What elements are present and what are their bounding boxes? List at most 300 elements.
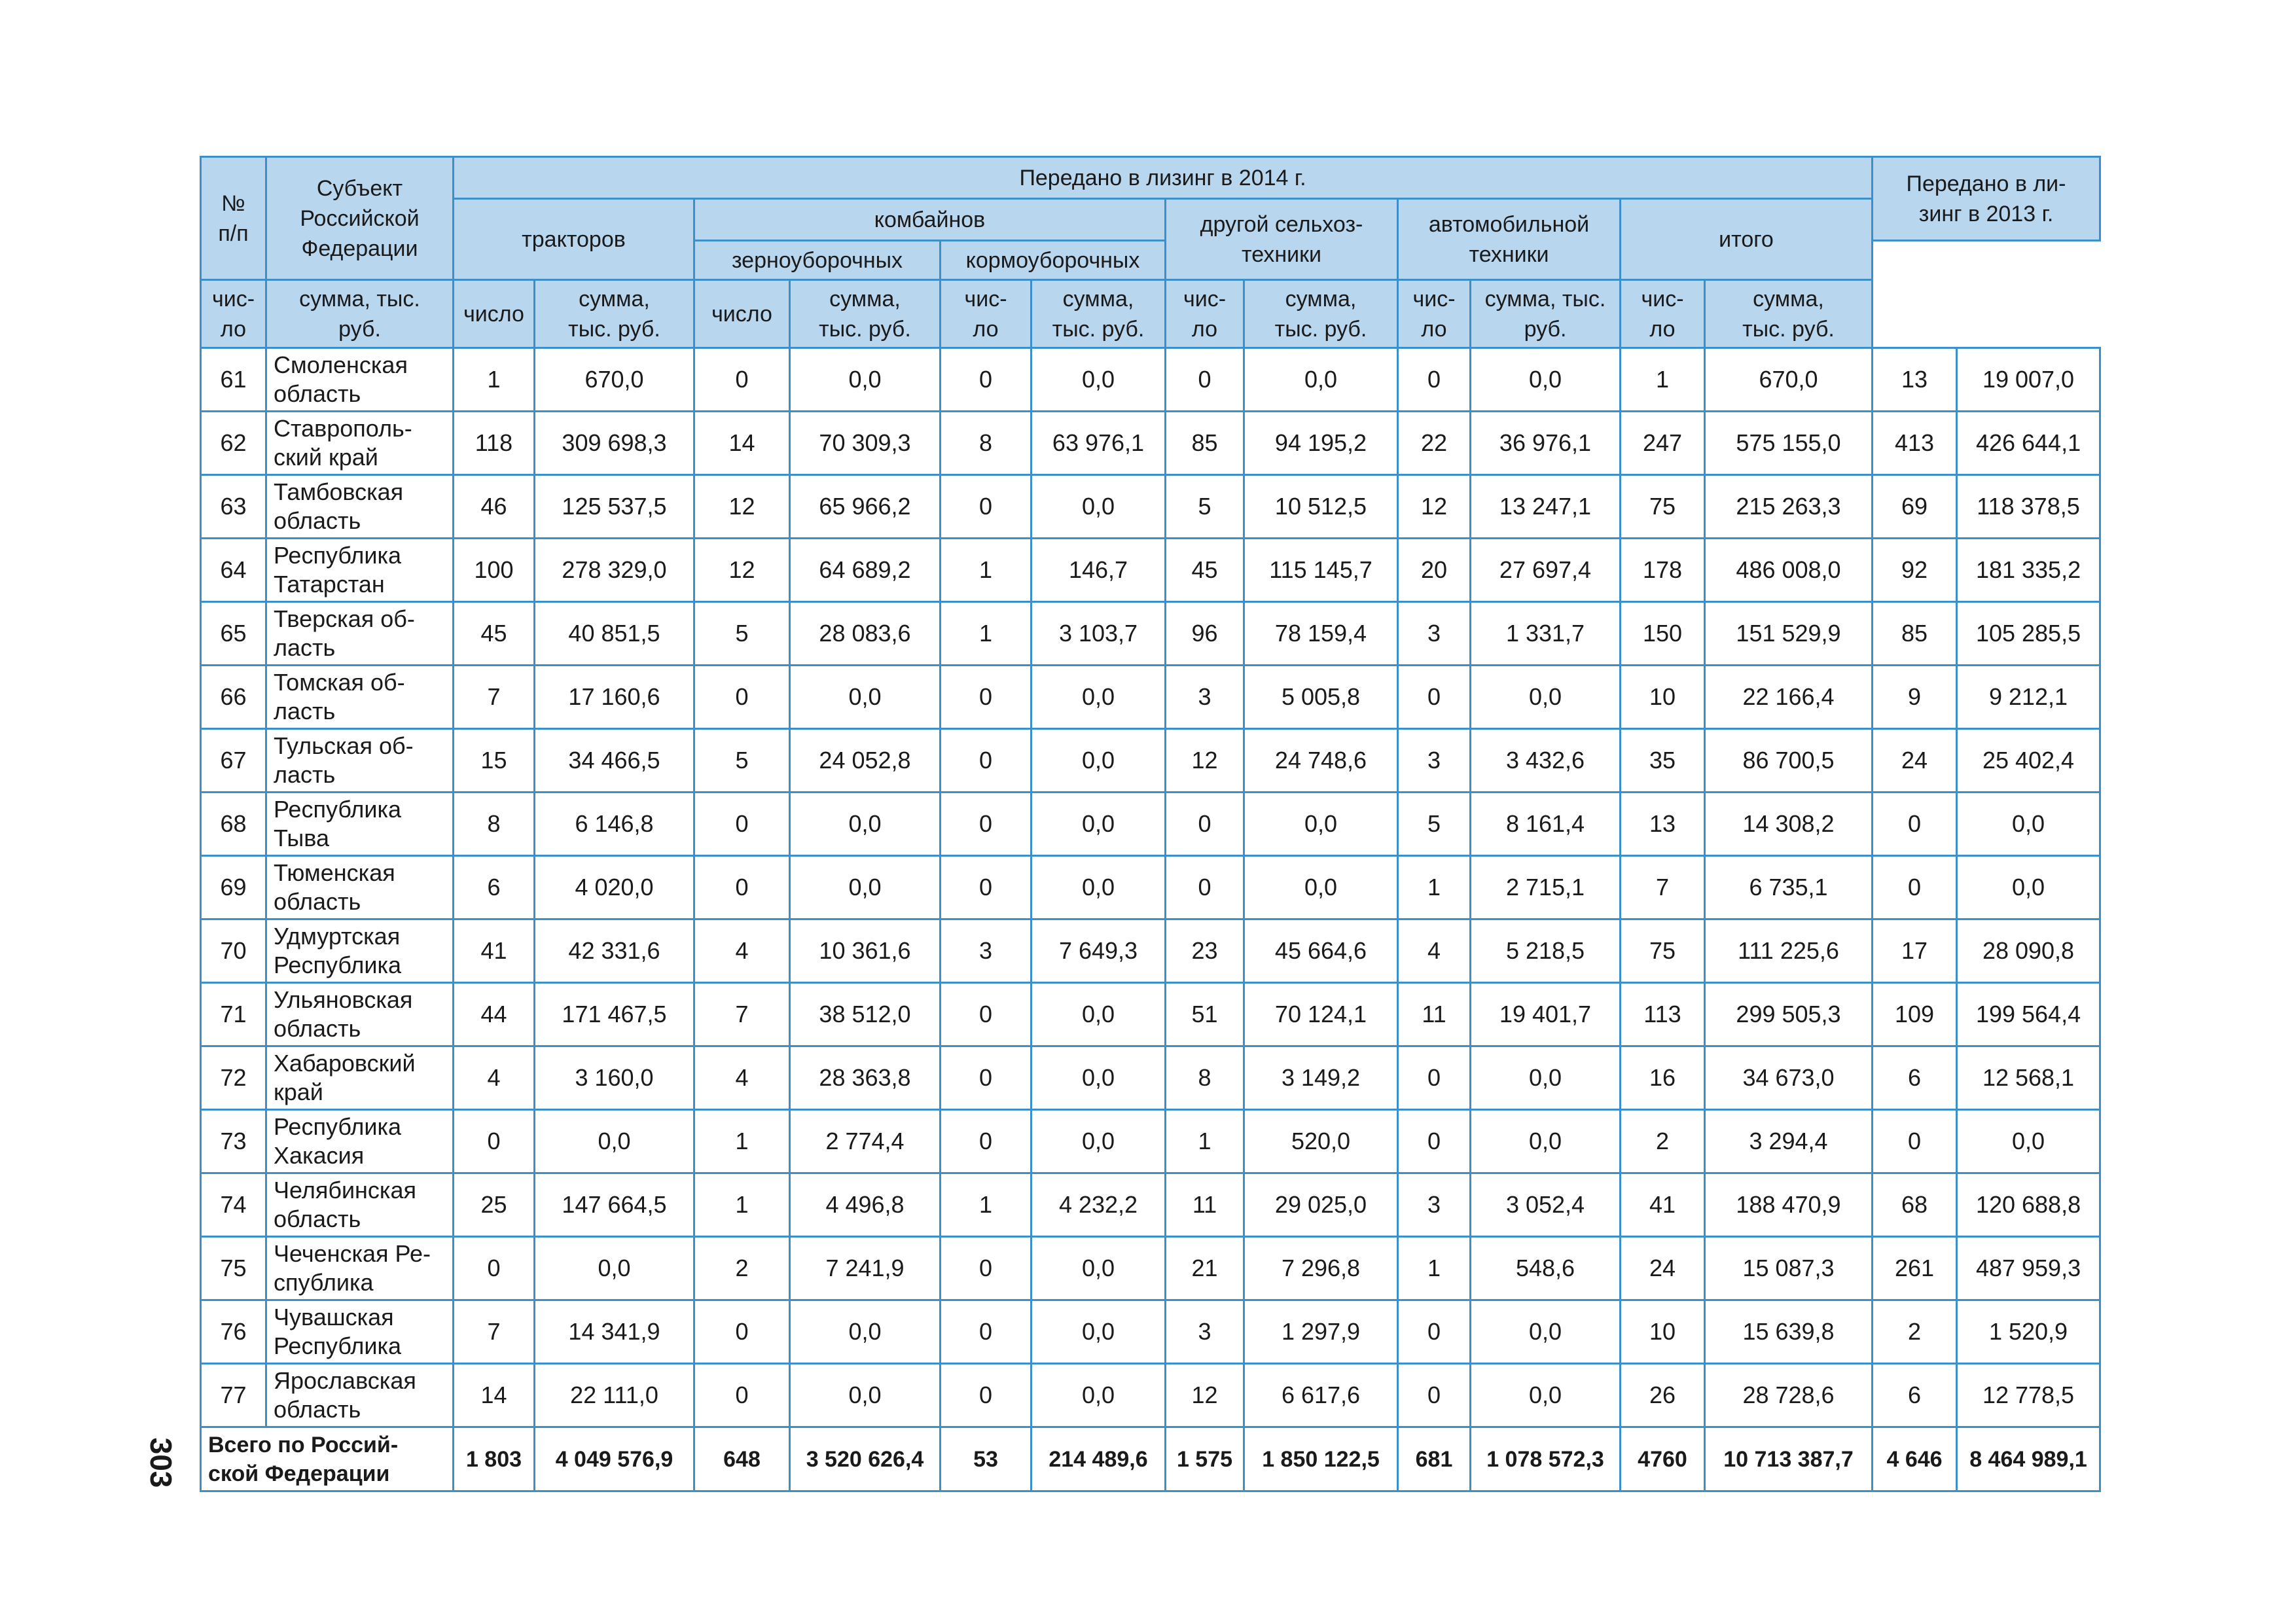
header-count-2013: чис- ло bbox=[1621, 280, 1705, 348]
value-cell: 7 bbox=[454, 666, 535, 729]
value-cell: 0 bbox=[1873, 1110, 1957, 1173]
value-cell: 3 103,7 bbox=[1031, 602, 1166, 666]
row-number: 66 bbox=[201, 666, 266, 729]
header-count-grain: число bbox=[454, 280, 535, 348]
value-cell: 17 bbox=[1873, 919, 1957, 983]
value-cell: 3 bbox=[1166, 666, 1244, 729]
value-cell: 45 bbox=[1166, 539, 1244, 602]
value-cell: 309 698,3 bbox=[535, 412, 694, 475]
value-cell: 5 bbox=[1166, 475, 1244, 539]
value-cell: 3 149,2 bbox=[1244, 1046, 1398, 1110]
value-cell: 0 bbox=[941, 1300, 1031, 1364]
header-subject: Субъект Российской Федерации bbox=[266, 157, 454, 280]
subject-name: Тверская об- ласть bbox=[266, 602, 454, 666]
value-cell: 1 bbox=[1621, 348, 1705, 412]
table-row bbox=[201, 539, 2100, 602]
value-cell: 3 bbox=[1398, 1173, 1471, 1237]
value-cell: 28 090,8 bbox=[1957, 919, 2100, 983]
subject-name: Удмуртская Республика bbox=[266, 919, 454, 983]
value-cell: 0,0 bbox=[790, 1300, 941, 1364]
value-cell: 23 bbox=[1166, 919, 1244, 983]
value-cell: 0 bbox=[941, 1046, 1031, 1110]
value-cell: 22 bbox=[1398, 412, 1471, 475]
value-cell: 0,0 bbox=[1471, 348, 1621, 412]
header-sum-grain: сумма, тыс. руб. bbox=[535, 280, 694, 348]
value-cell: 0 bbox=[1398, 1046, 1471, 1110]
value-cell: 670,0 bbox=[1705, 348, 1873, 412]
table-row bbox=[201, 666, 2100, 729]
value-cell: 19 401,7 bbox=[1471, 983, 1621, 1046]
value-cell: 6 bbox=[454, 856, 535, 919]
value-cell: 575 155,0 bbox=[1705, 412, 1873, 475]
value-cell: 1 bbox=[941, 539, 1031, 602]
value-cell: 0,0 bbox=[1031, 1364, 1166, 1427]
value-cell: 5 218,5 bbox=[1471, 919, 1621, 983]
value-cell: 51 bbox=[1166, 983, 1244, 1046]
value-cell: 261 bbox=[1873, 1237, 1957, 1300]
row-number: 68 bbox=[201, 793, 266, 856]
value-cell: 0 bbox=[1398, 1110, 1471, 1173]
value-cell: 3 bbox=[941, 919, 1031, 983]
value-cell: 10 713 387,7 bbox=[1705, 1427, 1873, 1491]
value-cell: 0,0 bbox=[535, 1237, 694, 1300]
value-cell: 147 664,5 bbox=[535, 1173, 694, 1237]
table-row bbox=[201, 856, 2100, 919]
value-cell: 75 bbox=[1621, 919, 1705, 983]
value-cell: 4760 bbox=[1621, 1427, 1705, 1491]
value-cell: 188 470,9 bbox=[1705, 1173, 1873, 1237]
value-cell: 648 bbox=[694, 1427, 790, 1491]
table-body bbox=[201, 348, 2100, 1491]
value-cell: 4 bbox=[454, 1046, 535, 1110]
value-cell: 125 537,5 bbox=[535, 475, 694, 539]
value-cell: 0,0 bbox=[790, 348, 941, 412]
value-cell: 70 309,3 bbox=[790, 412, 941, 475]
value-cell: 27 697,4 bbox=[1471, 539, 1621, 602]
header-count-forage: число bbox=[694, 280, 790, 348]
value-cell: 24 748,6 bbox=[1244, 729, 1398, 793]
value-cell: 0,0 bbox=[1244, 348, 1398, 412]
value-cell: 0 bbox=[941, 793, 1031, 856]
row-number: 74 bbox=[201, 1173, 266, 1237]
table-row bbox=[201, 983, 2100, 1046]
value-cell: 3 520 626,4 bbox=[790, 1427, 941, 1491]
value-cell: 3 432,6 bbox=[1471, 729, 1621, 793]
header-sum-forage: сумма, тыс. руб. bbox=[790, 280, 941, 348]
table-row bbox=[201, 475, 2100, 539]
value-cell: 0,0 bbox=[1471, 1364, 1621, 1427]
header-combines: комбайнов bbox=[694, 199, 1166, 241]
header-sum-2013: сумма, тыс. руб. bbox=[1705, 280, 1873, 348]
value-cell: 28 363,8 bbox=[790, 1046, 941, 1110]
value-cell: 0 bbox=[1873, 856, 1957, 919]
row-number: 76 bbox=[201, 1300, 266, 1364]
header-num: № п/п bbox=[201, 157, 266, 280]
value-cell: 5 bbox=[694, 602, 790, 666]
header-count-tractors: чис- ло bbox=[201, 280, 266, 348]
header-sum-other: сумма, тыс. руб. bbox=[1031, 280, 1166, 348]
value-cell: 69 bbox=[1873, 475, 1957, 539]
value-cell: 1 575 bbox=[1166, 1427, 1244, 1491]
page-number: 303 bbox=[144, 1437, 178, 1488]
value-cell: 14 341,9 bbox=[535, 1300, 694, 1364]
table-row bbox=[201, 793, 2100, 856]
value-cell: 0,0 bbox=[1471, 1110, 1621, 1173]
value-cell: 0 bbox=[1398, 348, 1471, 412]
header-tractors: тракторов bbox=[454, 199, 694, 280]
value-cell: 34 466,5 bbox=[535, 729, 694, 793]
header-leased-2014: Передано в лизинг в 2014 г. bbox=[454, 157, 1873, 199]
value-cell: 0,0 bbox=[790, 1364, 941, 1427]
value-cell: 1 803 bbox=[454, 1427, 535, 1491]
value-cell: 2 715,1 bbox=[1471, 856, 1621, 919]
value-cell: 14 bbox=[454, 1364, 535, 1427]
total-label: Всего по Россий- ской Федерации bbox=[201, 1427, 454, 1491]
value-cell: 8 bbox=[941, 412, 1031, 475]
value-cell: 520,0 bbox=[1244, 1110, 1398, 1173]
value-cell: 2 bbox=[1873, 1300, 1957, 1364]
value-cell: 0,0 bbox=[1031, 856, 1166, 919]
value-cell: 45 664,6 bbox=[1244, 919, 1398, 983]
value-cell: 0 bbox=[1398, 666, 1471, 729]
value-cell: 4 020,0 bbox=[535, 856, 694, 919]
value-cell: 1 297,9 bbox=[1244, 1300, 1398, 1364]
value-cell: 1 bbox=[1398, 856, 1471, 919]
value-cell: 487 959,3 bbox=[1957, 1237, 2100, 1300]
value-cell: 0,0 bbox=[790, 856, 941, 919]
value-cell: 3 294,4 bbox=[1705, 1110, 1873, 1173]
value-cell: 115 145,7 bbox=[1244, 539, 1398, 602]
value-cell: 0,0 bbox=[1031, 1046, 1166, 1110]
value-cell: 94 195,2 bbox=[1244, 412, 1398, 475]
value-cell: 64 689,2 bbox=[790, 539, 941, 602]
value-cell: 3 160,0 bbox=[535, 1046, 694, 1110]
subject-name: Челябинская область bbox=[266, 1173, 454, 1237]
value-cell: 41 bbox=[454, 919, 535, 983]
value-cell: 35 bbox=[1621, 729, 1705, 793]
value-cell: 0,0 bbox=[1031, 729, 1166, 793]
value-cell: 7 296,8 bbox=[1244, 1237, 1398, 1300]
value-cell: 26 bbox=[1621, 1364, 1705, 1427]
value-cell: 0 bbox=[694, 666, 790, 729]
value-cell: 78 159,4 bbox=[1244, 602, 1398, 666]
value-cell: 3 bbox=[1398, 729, 1471, 793]
value-cell: 38 512,0 bbox=[790, 983, 941, 1046]
value-cell: 46 bbox=[454, 475, 535, 539]
row-number: 77 bbox=[201, 1364, 266, 1427]
value-cell: 0,0 bbox=[1957, 793, 2100, 856]
value-cell: 22 111,0 bbox=[535, 1364, 694, 1427]
value-cell: 113 bbox=[1621, 983, 1705, 1046]
table-header bbox=[201, 157, 2100, 348]
value-cell: 1 850 122,5 bbox=[1244, 1427, 1398, 1491]
value-cell: 25 bbox=[454, 1173, 535, 1237]
value-cell: 0,0 bbox=[1031, 1300, 1166, 1364]
leasing-table bbox=[200, 156, 2101, 1492]
header-count-auto: чис- ло bbox=[1166, 280, 1244, 348]
value-cell: 215 263,3 bbox=[1705, 475, 1873, 539]
value-cell: 12 568,1 bbox=[1957, 1046, 2100, 1110]
value-cell: 41 bbox=[1621, 1173, 1705, 1237]
value-cell: 4 bbox=[694, 919, 790, 983]
value-cell: 15 087,3 bbox=[1705, 1237, 1873, 1300]
value-cell: 4 646 bbox=[1873, 1427, 1957, 1491]
value-cell: 0,0 bbox=[1244, 793, 1398, 856]
value-cell: 120 688,8 bbox=[1957, 1173, 2100, 1237]
value-cell: 1 bbox=[694, 1110, 790, 1173]
subject-name: Хабаровский край bbox=[266, 1046, 454, 1110]
value-cell: 150 bbox=[1621, 602, 1705, 666]
value-cell: 670,0 bbox=[535, 348, 694, 412]
value-cell: 12 bbox=[1398, 475, 1471, 539]
value-cell: 9 bbox=[1873, 666, 1957, 729]
subject-name: Тамбовская область bbox=[266, 475, 454, 539]
header-sum-tractors: сумма, тыс. руб. bbox=[266, 280, 454, 348]
value-cell: 0,0 bbox=[1244, 856, 1398, 919]
value-cell: 4 049 576,9 bbox=[535, 1427, 694, 1491]
value-cell: 92 bbox=[1873, 539, 1957, 602]
value-cell: 5 005,8 bbox=[1244, 666, 1398, 729]
value-cell: 7 bbox=[694, 983, 790, 1046]
value-cell: 1 bbox=[1398, 1237, 1471, 1300]
value-cell: 1 520,9 bbox=[1957, 1300, 2100, 1364]
header-leased-2013: Передано в ли- зинг в 2013 г. bbox=[1873, 157, 2100, 241]
value-cell: 0,0 bbox=[1031, 348, 1166, 412]
subject-name: Смоленская область bbox=[266, 348, 454, 412]
value-cell: 0 bbox=[941, 983, 1031, 1046]
value-cell: 0 bbox=[1398, 1300, 1471, 1364]
value-cell: 85 bbox=[1873, 602, 1957, 666]
value-cell: 96 bbox=[1166, 602, 1244, 666]
row-number: 64 bbox=[201, 539, 266, 602]
value-cell: 4 232,2 bbox=[1031, 1173, 1166, 1237]
value-cell: 15 639,8 bbox=[1705, 1300, 1873, 1364]
value-cell: 178 bbox=[1621, 539, 1705, 602]
value-cell: 86 700,5 bbox=[1705, 729, 1873, 793]
value-cell: 0 bbox=[941, 666, 1031, 729]
value-cell: 109 bbox=[1873, 983, 1957, 1046]
value-cell: 22 166,4 bbox=[1705, 666, 1873, 729]
value-cell: 12 bbox=[1166, 729, 1244, 793]
value-cell: 7 bbox=[454, 1300, 535, 1364]
value-cell: 0,0 bbox=[1957, 856, 2100, 919]
value-cell: 548,6 bbox=[1471, 1237, 1621, 1300]
value-cell: 1 331,7 bbox=[1471, 602, 1621, 666]
value-cell: 299 505,3 bbox=[1705, 983, 1873, 1046]
value-cell: 6 735,1 bbox=[1705, 856, 1873, 919]
header-total: итого bbox=[1621, 199, 1873, 280]
header-automobile: автомобильной техники bbox=[1398, 199, 1621, 280]
value-cell: 10 bbox=[1621, 1300, 1705, 1364]
value-cell: 214 489,6 bbox=[1031, 1427, 1166, 1491]
value-cell: 0 bbox=[941, 1237, 1031, 1300]
value-cell: 0 bbox=[1166, 348, 1244, 412]
subject-name: Тульская об- ласть bbox=[266, 729, 454, 793]
value-cell: 12 778,5 bbox=[1957, 1364, 2100, 1427]
value-cell: 6 bbox=[1873, 1046, 1957, 1110]
value-cell: 6 bbox=[1873, 1364, 1957, 1427]
value-cell: 0,0 bbox=[1031, 793, 1166, 856]
value-cell: 34 673,0 bbox=[1705, 1046, 1873, 1110]
table-row bbox=[201, 1237, 2100, 1300]
value-cell: 11 bbox=[1398, 983, 1471, 1046]
value-cell: 13 bbox=[1873, 348, 1957, 412]
value-cell: 25 402,4 bbox=[1957, 729, 2100, 793]
value-cell: 15 bbox=[454, 729, 535, 793]
value-cell: 7 241,9 bbox=[790, 1237, 941, 1300]
value-cell: 36 976,1 bbox=[1471, 412, 1621, 475]
value-cell: 4 496,8 bbox=[790, 1173, 941, 1237]
value-cell: 0 bbox=[694, 1300, 790, 1364]
value-cell: 0 bbox=[454, 1237, 535, 1300]
value-cell: 1 bbox=[454, 348, 535, 412]
value-cell: 0,0 bbox=[790, 793, 941, 856]
value-cell: 24 bbox=[1873, 729, 1957, 793]
subject-name: Ярославская область bbox=[266, 1364, 454, 1427]
value-cell: 2 774,4 bbox=[790, 1110, 941, 1173]
value-cell: 5 bbox=[694, 729, 790, 793]
value-cell: 42 331,6 bbox=[535, 919, 694, 983]
value-cell: 0,0 bbox=[1031, 666, 1166, 729]
header-sum-total: сумма, тыс. руб. bbox=[1471, 280, 1621, 348]
value-cell: 486 008,0 bbox=[1705, 539, 1873, 602]
value-cell: 0,0 bbox=[535, 1110, 694, 1173]
subject-name: Чувашская Республика bbox=[266, 1300, 454, 1364]
row-number: 72 bbox=[201, 1046, 266, 1110]
value-cell: 85 bbox=[1166, 412, 1244, 475]
row-number: 65 bbox=[201, 602, 266, 666]
value-cell: 6 617,6 bbox=[1244, 1364, 1398, 1427]
header-grain: зерноуборочных bbox=[694, 241, 941, 280]
value-cell: 0 bbox=[694, 1364, 790, 1427]
value-cell: 4 bbox=[694, 1046, 790, 1110]
table-row bbox=[201, 729, 2100, 793]
row-number: 73 bbox=[201, 1110, 266, 1173]
table-row bbox=[201, 919, 2100, 983]
value-cell: 7 649,3 bbox=[1031, 919, 1166, 983]
value-cell: 0 bbox=[694, 856, 790, 919]
value-cell: 0,0 bbox=[1957, 1110, 2100, 1173]
value-cell: 8 161,4 bbox=[1471, 793, 1621, 856]
value-cell: 1 bbox=[694, 1173, 790, 1237]
value-cell: 14 bbox=[694, 412, 790, 475]
value-cell: 14 308,2 bbox=[1705, 793, 1873, 856]
value-cell: 0 bbox=[454, 1110, 535, 1173]
value-cell: 40 851,5 bbox=[535, 602, 694, 666]
value-cell: 1 bbox=[941, 602, 1031, 666]
table-row bbox=[201, 1046, 2100, 1110]
value-cell: 17 160,6 bbox=[535, 666, 694, 729]
value-cell: 1 078 572,3 bbox=[1471, 1427, 1621, 1491]
header-count-other: чис- ло bbox=[941, 280, 1031, 348]
value-cell: 68 bbox=[1873, 1173, 1957, 1237]
value-cell: 21 bbox=[1166, 1237, 1244, 1300]
value-cell: 0,0 bbox=[1031, 475, 1166, 539]
value-cell: 0,0 bbox=[1471, 1300, 1621, 1364]
value-cell: 0,0 bbox=[1471, 666, 1621, 729]
table-row bbox=[201, 1173, 2100, 1237]
table-row bbox=[201, 1364, 2100, 1427]
subject-name: Ульяновская область bbox=[266, 983, 454, 1046]
value-cell: 0 bbox=[1166, 793, 1244, 856]
table-row bbox=[201, 1300, 2100, 1364]
header-forage: кормоуборочных bbox=[941, 241, 1166, 280]
table-row bbox=[201, 1110, 2100, 1173]
value-cell: 181 335,2 bbox=[1957, 539, 2100, 602]
value-cell: 29 025,0 bbox=[1244, 1173, 1398, 1237]
value-cell: 70 124,1 bbox=[1244, 983, 1398, 1046]
subject-name: Ставрополь- ский край bbox=[266, 412, 454, 475]
value-cell: 3 052,4 bbox=[1471, 1173, 1621, 1237]
value-cell: 12 bbox=[694, 475, 790, 539]
value-cell: 118 bbox=[454, 412, 535, 475]
value-cell: 6 146,8 bbox=[535, 793, 694, 856]
header-sum-auto: сумма, тыс. руб. bbox=[1244, 280, 1398, 348]
value-cell: 53 bbox=[941, 1427, 1031, 1491]
value-cell: 3 bbox=[1166, 1300, 1244, 1364]
value-cell: 5 bbox=[1398, 793, 1471, 856]
value-cell: 0 bbox=[1873, 793, 1957, 856]
value-cell: 2 bbox=[694, 1237, 790, 1300]
value-cell: 0 bbox=[1398, 1364, 1471, 1427]
value-cell: 0 bbox=[941, 475, 1031, 539]
value-cell: 0 bbox=[941, 856, 1031, 919]
row-number: 75 bbox=[201, 1237, 266, 1300]
value-cell: 19 007,0 bbox=[1957, 348, 2100, 412]
value-cell: 111 225,6 bbox=[1705, 919, 1873, 983]
value-cell: 151 529,9 bbox=[1705, 602, 1873, 666]
row-number: 71 bbox=[201, 983, 266, 1046]
value-cell: 681 bbox=[1398, 1427, 1471, 1491]
value-cell: 9 212,1 bbox=[1957, 666, 2100, 729]
value-cell: 105 285,5 bbox=[1957, 602, 2100, 666]
value-cell: 0 bbox=[941, 729, 1031, 793]
value-cell: 28 083,6 bbox=[790, 602, 941, 666]
subject-name: Республика Татарстан bbox=[266, 539, 454, 602]
value-cell: 16 bbox=[1621, 1046, 1705, 1110]
header-count-total: чис- ло bbox=[1398, 280, 1471, 348]
value-cell: 65 966,2 bbox=[790, 475, 941, 539]
value-cell: 75 bbox=[1621, 475, 1705, 539]
row-number: 70 bbox=[201, 919, 266, 983]
value-cell: 100 bbox=[454, 539, 535, 602]
value-cell: 0 bbox=[1166, 856, 1244, 919]
value-cell: 0 bbox=[941, 1364, 1031, 1427]
value-cell: 0 bbox=[694, 348, 790, 412]
value-cell: 0,0 bbox=[1031, 1237, 1166, 1300]
value-cell: 10 512,5 bbox=[1244, 475, 1398, 539]
subject-name: Республика Тыва bbox=[266, 793, 454, 856]
value-cell: 11 bbox=[1166, 1173, 1244, 1237]
row-number: 61 bbox=[201, 348, 266, 412]
row-number: 63 bbox=[201, 475, 266, 539]
value-cell: 118 378,5 bbox=[1957, 475, 2100, 539]
value-cell: 8 bbox=[1166, 1046, 1244, 1110]
value-cell: 24 bbox=[1621, 1237, 1705, 1300]
table-row bbox=[201, 602, 2100, 666]
value-cell: 24 052,8 bbox=[790, 729, 941, 793]
value-cell: 10 361,6 bbox=[790, 919, 941, 983]
subject-name: Томская об- ласть bbox=[266, 666, 454, 729]
value-cell: 8 464 989,1 bbox=[1957, 1427, 2100, 1491]
row-number: 62 bbox=[201, 412, 266, 475]
value-cell: 12 bbox=[694, 539, 790, 602]
value-cell: 28 728,6 bbox=[1705, 1364, 1873, 1427]
value-cell: 0 bbox=[941, 348, 1031, 412]
value-cell: 0,0 bbox=[1031, 983, 1166, 1046]
value-cell: 4 bbox=[1398, 919, 1471, 983]
value-cell: 0,0 bbox=[1031, 1110, 1166, 1173]
